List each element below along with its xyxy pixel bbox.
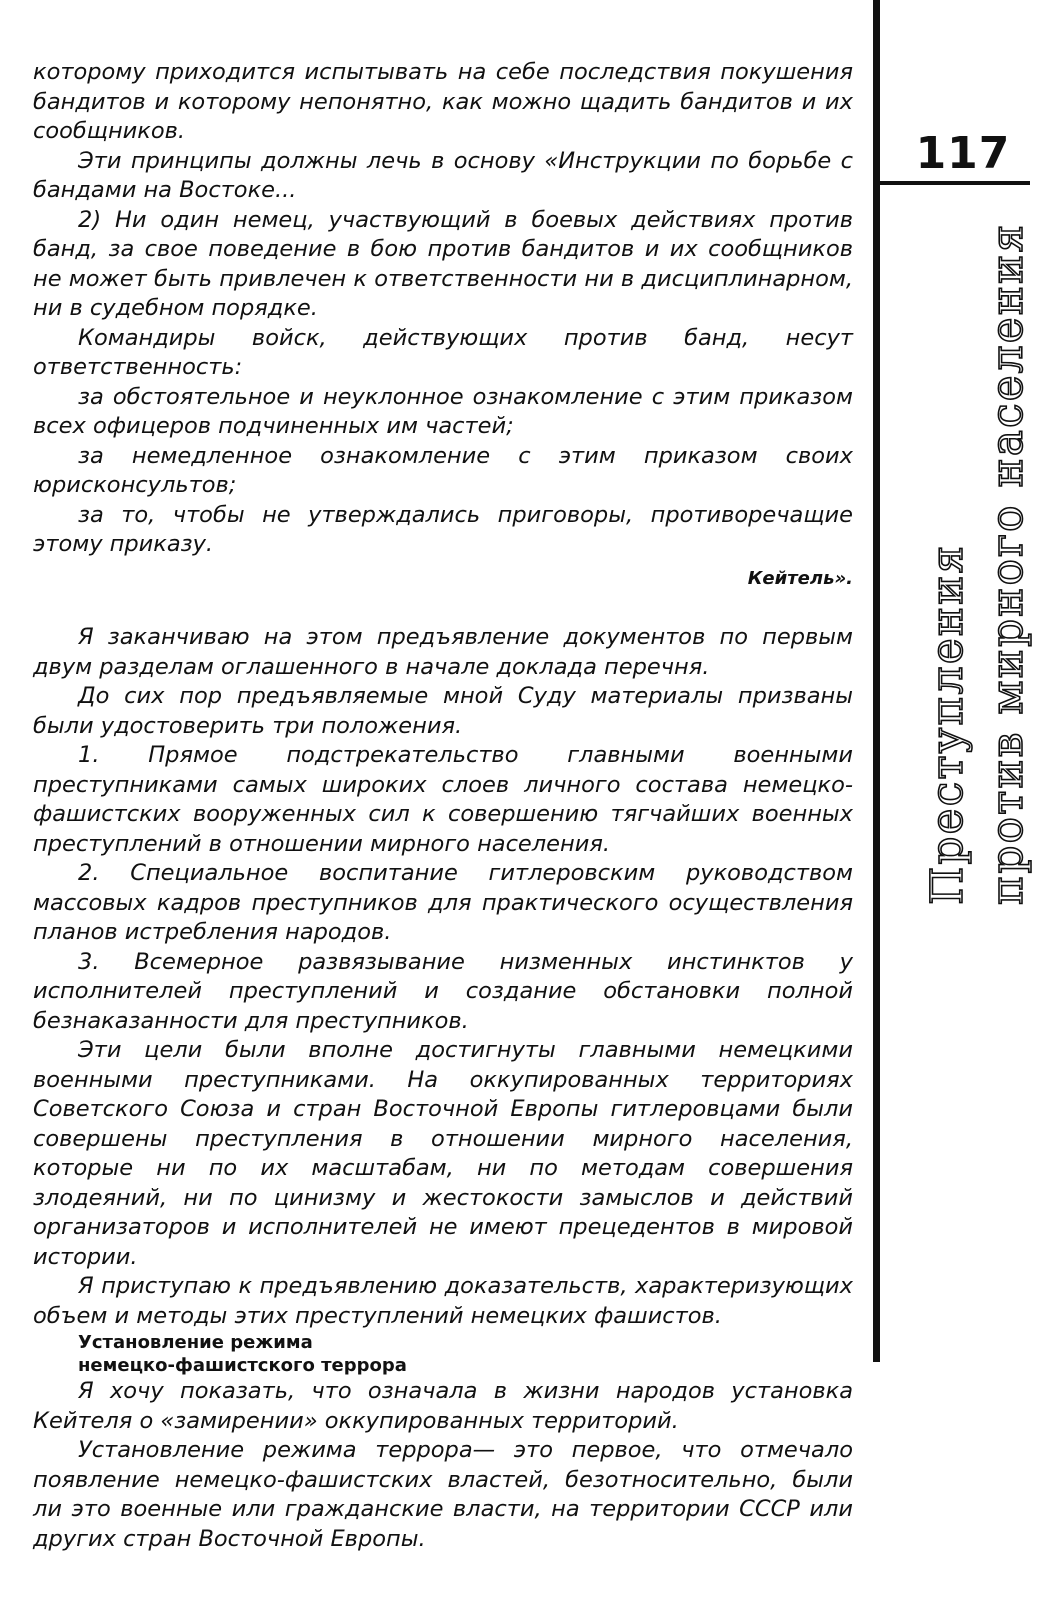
paragraph: Я заканчиваю на этом предъявление документов по первым двум разделам оглашенного в начале доклада перечня. xyxy=(33,624,853,680)
paragraph: Установление режима террора— это первое, что отмечало появление немецко-фашистских властей, безотносительно, были ли это военные или гражданские власти, на территории СССР или других стран Восточной Европы. xyxy=(33,1437,853,1552)
page-number: 117 xyxy=(915,128,1011,179)
body-text xyxy=(33,58,853,1554)
margin-vertical-rule xyxy=(873,0,880,1362)
section-heading-line-1: Установление режима xyxy=(78,1332,313,1353)
running-head-line-2: против мирного населения xyxy=(982,222,1033,905)
paragraph: Я приступаю к предъявлению доказательств, характеризующих объем и методы этих преступлений немецких фашистов. xyxy=(33,1273,853,1329)
paragraph: 2. Специальное воспитание гитлеровским руководством массовых кадров преступников для практического осуществления планов истребления народов. xyxy=(33,860,853,945)
spacer xyxy=(33,593,853,623)
paragraph: Командиры войск, действующих против банд, несут ответственность: xyxy=(33,324,853,380)
list-item: за обстоятельное и неуклонное ознакомление с этим приказом всех офицеров подчиненных им частей; xyxy=(33,383,853,439)
paragraph: Эти принципы должны лечь в основу «Инструкции по борьбе с бандами на Востоке... xyxy=(33,147,853,203)
paragraph: 3. Всемерное развязывание низменных инстинктов у исполнителей преступлений и создание обстановки полной безнаказанности для преступников. xyxy=(33,948,853,1034)
paragraph: До сих пор предъявляемые мной Суду материалы призваны были удостоверить три положения. xyxy=(33,683,853,739)
section-heading-line-2: немецко-фашистского террора xyxy=(78,1355,407,1376)
list-item: за немедленное ознакомление с этим приказом своих юрисконсультов; xyxy=(33,442,853,498)
paragraph: 2) Ни один немец, участвующий в боевых действиях против банд, за свое поведение в бою против бандитов и их сообщников не может быть привлечен к ответственности ни в дисциплинарном, ни в судебном порядке. xyxy=(33,206,853,321)
section-heading xyxy=(33,1331,853,1377)
paragraph: Эти цели были вполне достигнуты главными немецкими военными преступниками. На оккупированных территориях Советского Союза и стран Восточной Европы гитлеровцами были совершены преступления в отношении мирного населения, которые ни по их масштабам, ни по методам совершения злодеяний, ни по цинизму и жестокости замыслов и действий организаторов и исполнителей не имеют прецедентов в мировой истории. xyxy=(33,1037,853,1270)
paragraph: которому приходится испытывать на себе последствия покушения бандитов и которому непонятно, как можно щадить бандитов и их сообщников. xyxy=(33,59,853,144)
paragraph: Я хочу показать, что означала в жизни народов установка Кейтеля о «замирении» оккупированных территорий. xyxy=(33,1378,853,1434)
signature: Кейтель». xyxy=(747,567,853,589)
paragraph: 1. Прямое подстрекательство главными военными преступниками самых широких слоев личного состава немецко-фашистских вооруженных сил к совершению тягчайших военных преступлений в отношении мирного населения. xyxy=(33,742,853,857)
list-item: за то, чтобы не утверждались приговоры, противоречащие этому приказу. xyxy=(33,501,853,557)
running-head-line-1: Преступления xyxy=(922,543,973,905)
page-number-rule xyxy=(880,181,1030,185)
